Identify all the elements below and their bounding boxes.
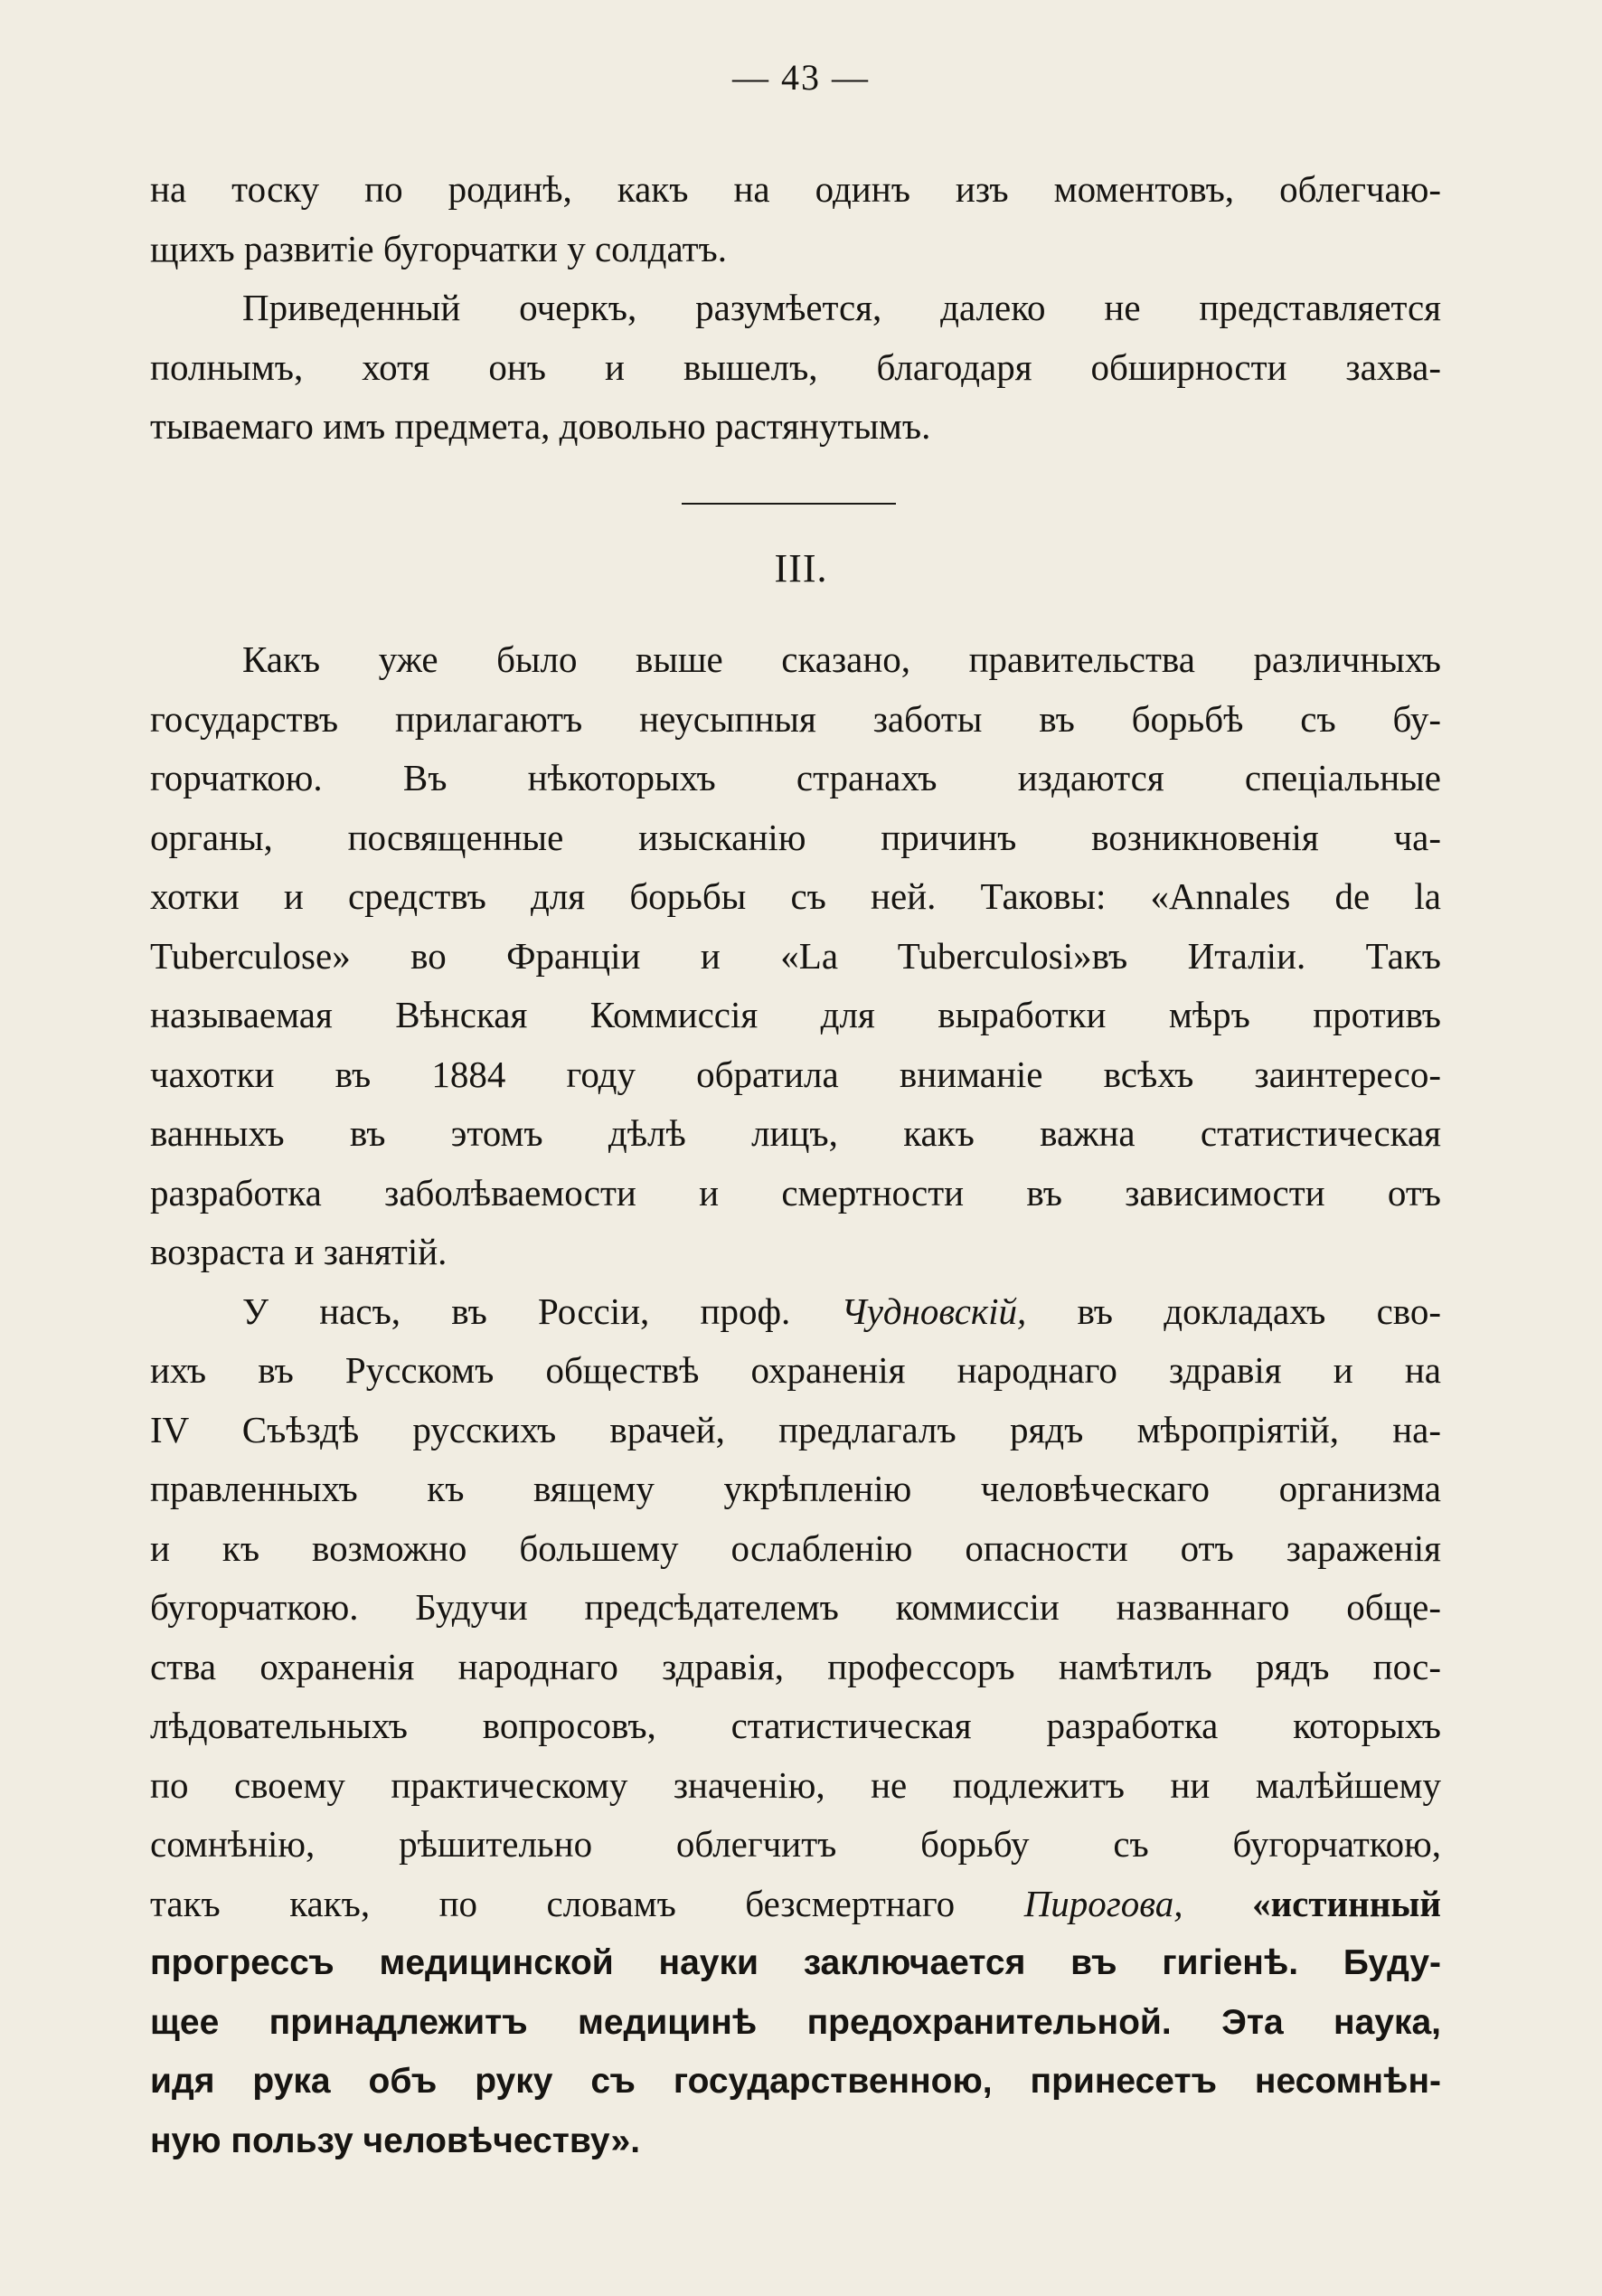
text-line bbox=[150, 1282, 1441, 1342]
quote-line: щее принадлежитъ медицинѣ предохранительной. Эта наука, bbox=[150, 2002, 1441, 2042]
text-line bbox=[150, 1341, 1441, 1401]
text-line: ства охраненія народнаго здравія, профессоръ намѣтилъ рядъ пос- bbox=[150, 1645, 1441, 1687]
text-line: горчаткою. Въ нѣкоторыхъ странахъ издаются спеціальные bbox=[150, 757, 1441, 798]
text-line: щихъ развитіе бугорчатки у солдатъ. bbox=[150, 227, 727, 269]
text-segment: въ докладахъ сво- bbox=[1077, 1290, 1441, 1332]
text-line: органы, посвященные изысканію причинъ возникновенія ча- bbox=[150, 816, 1441, 858]
text-line: сомнѣнію, рѣшительно облегчитъ борьбу съ бугорчаткою, bbox=[150, 1823, 1441, 1865]
text-line: бугорчаткою. Будучи предсѣдателемъ коммиссіи названнаго обще- bbox=[150, 1586, 1441, 1628]
text-block-main bbox=[150, 630, 1441, 2170]
text-line: IV Съѣздѣ русскихъ врачей, предлагалъ рядъ мѣропріятій, на- bbox=[150, 1408, 1441, 1450]
quote-line: ную пользу человѣчеству». bbox=[150, 2121, 641, 2160]
text-line bbox=[150, 1875, 1441, 1934]
name-chudnovsky: Чудновскій, bbox=[841, 1290, 1027, 1332]
text-line: по своему практическому значенію, не подлежитъ ни малѣйшему bbox=[150, 1763, 1441, 1806]
text-segment: такъ какъ, по словамъ безсмертнаго bbox=[150, 1882, 956, 1924]
text-line: называемая Вѣнская Коммиссія для выработки мѣръ противъ bbox=[150, 994, 1441, 1035]
page-number: — 43 — bbox=[732, 57, 870, 98]
text-line: на тоску по родинѣ, какъ на одинъ изъ моментовъ, облегчаю- bbox=[150, 168, 1441, 210]
name-pirogov: Пирогова, bbox=[1023, 1882, 1183, 1924]
text-line: и къ возможно большему ослабленію опасности отъ зараженія bbox=[150, 1526, 1441, 1569]
text-line: ванныхъ въ этомъ дѣлѣ лицъ, какъ важна статистическая bbox=[150, 1112, 1441, 1154]
quote-start: «истинный bbox=[1252, 1882, 1441, 1924]
text-line: государствъ прилагаютъ неусыпныя заботы въ борьбѣ съ бу- bbox=[150, 697, 1441, 740]
text-line: тываемаго имъ предмета, довольно растянутымъ. bbox=[150, 405, 931, 447]
section-divider bbox=[682, 503, 896, 505]
quote-line: прогрессъ медицинской науки заключается въ гигіенѣ. Буду- bbox=[150, 1943, 1441, 1982]
text-segment: У насъ, въ Россіи, проф. bbox=[242, 1290, 791, 1332]
text-line: хотки и средствъ для борьбы съ ней. Таковы: «Annales de la bbox=[150, 875, 1441, 917]
text-line: Приведенный очеркъ, разумѣется, далеко не представляется bbox=[242, 287, 1441, 328]
text-line: правленныхъ къ вящему укрѣпленію человѣческаго организма bbox=[150, 1468, 1441, 1509]
quote-line: идя рука объ руку съ государственною, принесетъ несомнѣн- bbox=[150, 2062, 1441, 2101]
text-line: полнымъ, хотя онъ и вышелъ, благодаря обширности захва- bbox=[150, 345, 1441, 388]
text-line: лѣдовательныхъ вопросовъ, статистическая разработка которыхъ bbox=[150, 1705, 1441, 1746]
text-line: возраста и занятій. bbox=[150, 1231, 448, 1272]
text-line: Tuberculose» во Франціи и «La Tuberculosi»въ Италіи. Такъ bbox=[150, 934, 1441, 977]
section-heading: III. bbox=[774, 546, 828, 591]
text-line: чахотки въ 1884 году обратила вниманіе всѣхъ заинтересо- bbox=[150, 1053, 1441, 1095]
text-segment: хъ въ Русскомъ обществѣ охраненія народнаго здравія и на bbox=[169, 1349, 1441, 1391]
text-line: Какъ уже было выше сказано, правительства различныхъ bbox=[242, 638, 1441, 680]
text-line: разработка заболѣваемости и смертности въ зависимости отъ bbox=[150, 1171, 1441, 1214]
text-block-top bbox=[150, 160, 1441, 457]
text-segment: и bbox=[150, 1349, 170, 1391]
